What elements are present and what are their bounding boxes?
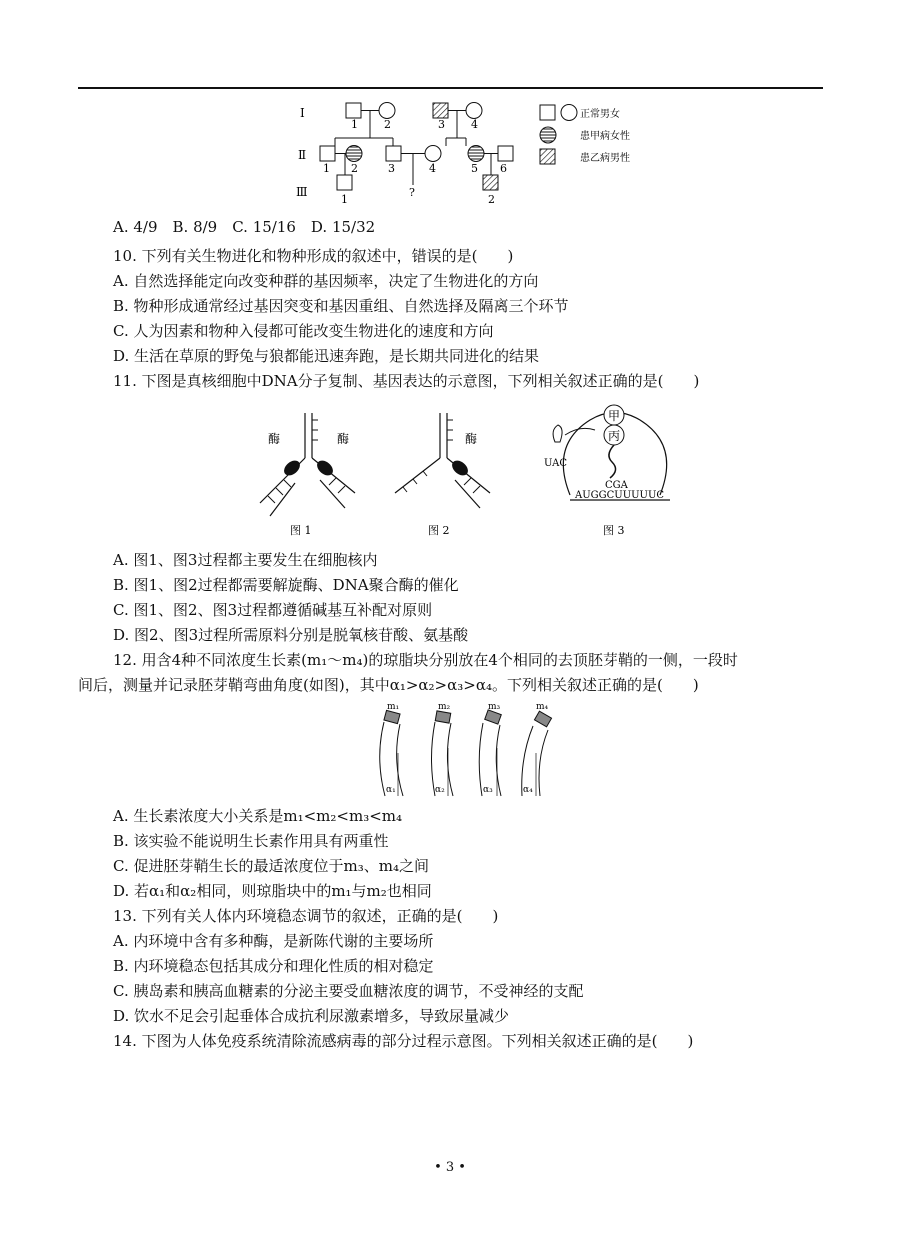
q10-option-b: B. 物种形成通常经过基因突变和基因重组、自然选择及隔离三个环节 — [113, 297, 569, 315]
ped-I2-female — [379, 103, 395, 119]
q10-option-a: A. 自然选择能定向改变种群的基因频率，决定了生物进化的方向 — [113, 272, 539, 290]
num-II6: 6 — [500, 162, 507, 175]
q12-stem-line1: 12. 用含4种不同浓度生长素(m₁～m₄)的琼脂块分别放在4个相同的去顶胚芽鞘的一侧，一段时 — [113, 651, 738, 669]
q13-option-a: A. 内环境中含有多种酶，是新陈代谢的主要场所 — [113, 932, 434, 950]
svg-text:α₁: α₁ — [386, 785, 396, 795]
q12-figure — [370, 698, 570, 803]
num-I2: 2 — [384, 118, 391, 131]
q11-figure-3 — [530, 400, 700, 540]
ped-III2-male-b — [483, 175, 498, 190]
q12-option-b: B. 该实验不能说明生长素作用具有两重性 — [113, 832, 389, 850]
mrna-label: AUGGCUUUUUC — [575, 490, 665, 501]
q11-option-c: C. 图1、图2、图3过程都遵循碱基互补配对原则 — [113, 601, 433, 619]
q13-stem: 13. 下列有关人体内环境稳态调节的叙述，正确的是( ) — [113, 907, 499, 925]
fig1-caption: 图 1 — [290, 524, 312, 537]
q10-option-d: D. 生活在草原的野兔与狼都能迅速奔跑，是长期共同进化的结果 — [113, 347, 540, 365]
q13-option-d: D. 饮水不足会引起垂体合成抗利尿激素增多，导致尿量减少 — [113, 1007, 510, 1025]
ped-I3-male-b — [433, 103, 448, 118]
ped-II2-female-a — [346, 146, 362, 162]
q13-option-b: B. 内环境稳态包括其成分和理化性质的相对稳定 — [113, 957, 434, 975]
enzyme-label-1b: 酶 — [337, 432, 350, 446]
ped-I4-female — [466, 103, 482, 119]
svg-text:m₁: m₁ — [387, 702, 400, 712]
coleoptile-2 — [432, 702, 454, 796]
q14-stem: 14. 下图为人体免疫系统清除流感病毒的部分过程示意图。下列相关叙述正确的是( ) — [113, 1032, 694, 1050]
q11-option-b: B. 图1、图2过程都需要解旋酶、DNA聚合酶的催化 — [113, 576, 459, 594]
legend-disease-b-label: 患乙病男性 — [580, 153, 630, 164]
coleoptile-1 — [380, 702, 403, 796]
gen-label-III: Ⅲ — [296, 185, 308, 199]
ped-II6-male — [498, 146, 513, 161]
num-II2: 2 — [351, 162, 358, 175]
svg-text:m₃: m₃ — [488, 702, 501, 712]
q11-option-d: D. 图2、图3过程所需原料分别是脱氧核苷酸、氨基酸 — [113, 626, 469, 644]
legend-disease-a — [540, 127, 556, 143]
ped-II1-male — [320, 146, 335, 161]
enzyme-label-2: 酶 — [465, 432, 478, 446]
svg-text:m₄: m₄ — [536, 702, 549, 712]
coleoptile-3 — [479, 702, 501, 796]
bing-label: 丙 — [608, 429, 621, 443]
num-II1: 1 — [323, 162, 330, 175]
q10-stem: 10. 下列有关生物进化和物种形成的叙述中，错误的是( ) — [113, 247, 514, 265]
legend-disease-b — [540, 149, 555, 164]
legend-male-square — [540, 105, 555, 120]
legend-normal: 正常男女 — [580, 109, 620, 120]
ped-II4-female — [425, 146, 441, 162]
legend-disease-a-label: 患甲病女性 — [580, 131, 630, 142]
q10-option-c: C. 人为因素和物种入侵都可能改变生物进化的速度和方向 — [113, 322, 494, 340]
ped-III1-male — [337, 175, 352, 190]
q11-figure-2 — [385, 408, 505, 538]
q12-option-c: C. 促进胚芽鞘生长的最适浓度位于m₃、m₄之间 — [113, 857, 429, 875]
uac-label: UAC — [544, 458, 567, 469]
num-I3: 3 — [438, 118, 445, 131]
ped-II5-female-a — [468, 146, 484, 162]
q13-option-c: C. 胰岛素和胰高血糖素的分泌主要受血糖浓度的调节，不受神经的支配 — [113, 982, 584, 1000]
num-II3: 3 — [388, 162, 395, 175]
num-I1: 1 — [351, 118, 358, 131]
q12-option-a: A. 生长素浓度大小关系是m₁<m₂<m₃<m₄ — [113, 807, 403, 825]
svg-text:α₂: α₂ — [435, 785, 445, 795]
top-rule — [78, 87, 823, 89]
num-III-unknown: ? — [409, 186, 415, 199]
enzyme-label-1a: 酶 — [268, 432, 281, 446]
svg-text:α₄: α₄ — [523, 785, 533, 795]
num-I4: 4 — [471, 118, 478, 131]
coleoptile-4 — [522, 702, 552, 796]
fig2-caption: 图 2 — [428, 524, 450, 537]
svg-text:α₃: α₃ — [483, 785, 493, 795]
gen-label-I: Ⅰ — [300, 106, 305, 120]
ped-II3-male — [386, 146, 401, 161]
num-III2: 2 — [488, 193, 495, 206]
num-II4: 4 — [429, 162, 436, 175]
q11-figure-1 — [250, 408, 370, 538]
gen-label-II: Ⅱ — [298, 148, 307, 162]
q12-option-d: D. 若α₁和α₂相同，则琼脂块中的m₁与m₂也相同 — [113, 882, 432, 900]
num-III1: 1 — [341, 193, 348, 206]
fig3-caption: 图 3 — [603, 524, 625, 537]
q11-option-a: A. 图1、图3过程都主要发生在细胞核内 — [113, 551, 378, 569]
enzyme-1a — [281, 458, 303, 479]
svg-text:m₂: m₂ — [438, 702, 451, 712]
pedigree-diagram — [290, 95, 660, 210]
cga-label: CGA — [605, 480, 628, 491]
jia-label: 甲 — [608, 409, 621, 423]
page-number: • 3 • — [434, 1160, 466, 1175]
legend-female-circle — [561, 105, 577, 121]
q12-stem-line2: 间后，测量并记录胚芽鞘弯曲角度(如图)，其中α₁>α₂>α₃>α₄。下列相关叙述正确的是( ) — [78, 676, 699, 694]
num-II5: 5 — [471, 162, 478, 175]
q9-options: A. 4/9 B. 8/9 C. 15/16 D. 15/32 — [113, 218, 376, 236]
q11-stem: 11. 下图是真核细胞中DNA分子复制、基因表达的示意图，下列相关叙述正确的是( ) — [113, 372, 700, 390]
ped-I1-male — [346, 103, 361, 118]
